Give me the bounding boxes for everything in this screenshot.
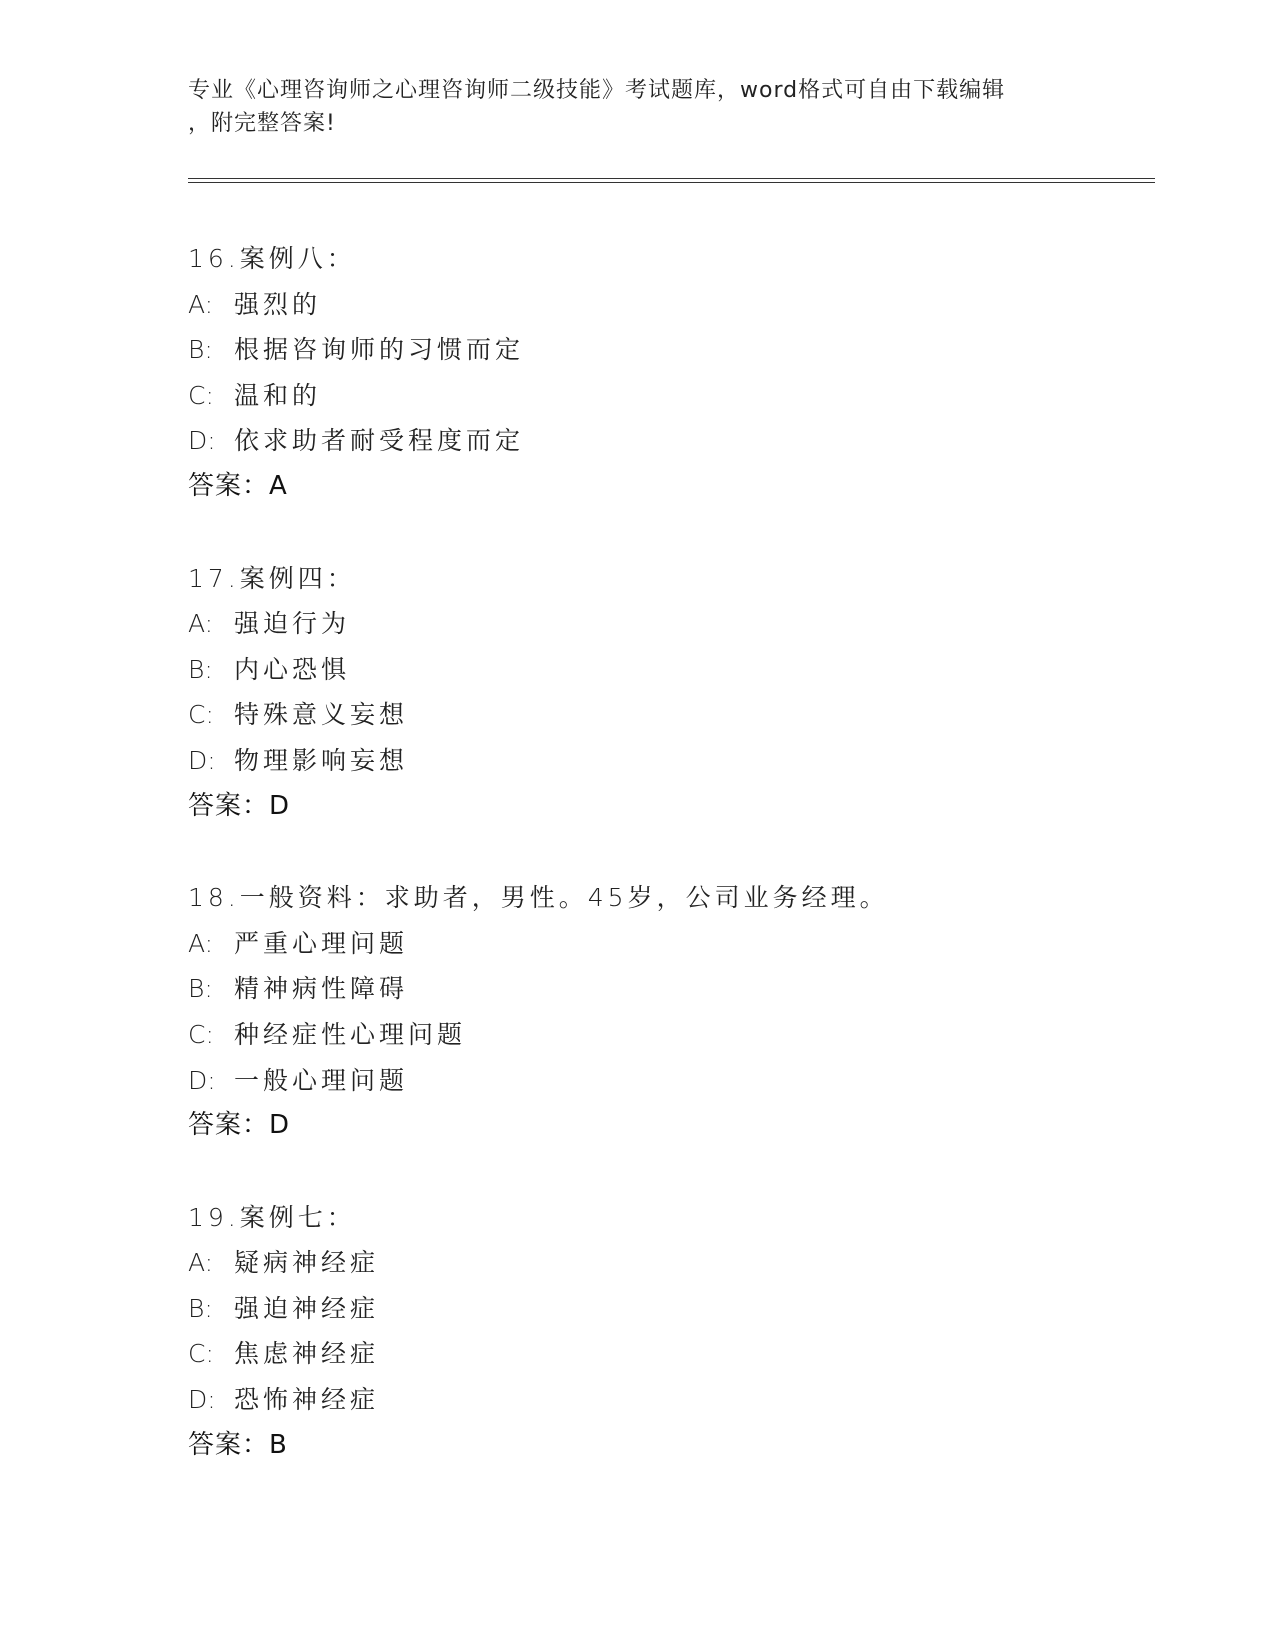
option-text: 种经症性心理问题 [234,1019,467,1049]
option-letter: B: [188,1293,213,1323]
option-b [188,966,1148,1012]
option-letter: D: [188,1385,216,1415]
option-a [188,921,1148,967]
option-letter: D: [188,426,216,456]
option-text: 精神病性障碍 [234,974,409,1004]
option-text: 强迫行为 [234,609,351,639]
option-c [188,1012,1148,1058]
header-divider [188,178,1155,183]
option-d [188,418,1148,464]
option-letter: A: [188,289,214,319]
option-letter: C: [188,1339,214,1369]
option-c [188,1331,1148,1377]
option-letter: A: [188,1248,214,1278]
option-b [188,1286,1148,1332]
option-c [188,692,1148,738]
answer-line: 答案：D [188,1110,291,1141]
question-19 [188,1195,1148,1469]
option-letter: B: [188,654,213,684]
option-a [188,601,1148,647]
option-text: 依求助者耐受程度而定 [234,426,525,456]
option-text: 焦虑神经症 [234,1339,380,1369]
question-stem: 16.案例八： [188,244,356,273]
option-text: 内心恐惧 [234,654,351,684]
option-d [188,738,1148,784]
option-text: 特殊意义妄想 [234,700,409,730]
option-letter: A: [188,609,214,639]
question-stem: 17.案例四： [188,563,356,593]
question-stem: 18.一般资料：求助者，男性。45岁，公司业务经理。 [188,883,889,913]
option-letter: D: [188,745,216,775]
option-text: 根据咨询师的习惯而定 [234,335,525,365]
option-letter: D: [188,1065,216,1095]
option-text: 强烈的 [234,289,322,319]
option-a [188,282,1148,328]
option-letter: C: [188,1019,214,1049]
question-17 [188,556,1148,830]
question-stem: 19.案例七： [188,1202,356,1232]
question-list [188,236,1148,1514]
question-16 [188,236,1148,510]
option-text: 强迫神经症 [234,1293,380,1323]
option-letter: B: [188,335,213,365]
option-text: 疑病神经症 [234,1248,380,1278]
answer-line: 答案：B [188,1429,288,1460]
header-line-2: ，附完整答案! [188,111,336,136]
header-line-1: 专业《心理咨询师之心理咨询师二级技能》考试题库，word格式可自由下载编辑 [188,78,1006,103]
option-b [188,647,1148,693]
option-text: 严重心理问题 [234,928,409,958]
option-text: 一般心理问题 [234,1065,409,1095]
answer-line: 答案：D [188,790,291,821]
document-header [188,74,1088,140]
option-b [188,327,1148,373]
option-text: 恐怖神经症 [234,1385,380,1415]
option-d [188,1377,1148,1423]
option-letter: C: [188,380,214,410]
option-letter: C: [188,700,214,730]
answer-line: 答案：A [188,470,288,501]
option-letter: B: [188,974,213,1004]
question-18 [188,875,1148,1149]
option-d [188,1058,1148,1104]
option-text: 物理影响妄想 [234,745,409,775]
option-a [188,1240,1148,1286]
option-letter: A: [188,928,214,958]
option-c [188,373,1148,419]
option-text: 温和的 [234,380,322,410]
